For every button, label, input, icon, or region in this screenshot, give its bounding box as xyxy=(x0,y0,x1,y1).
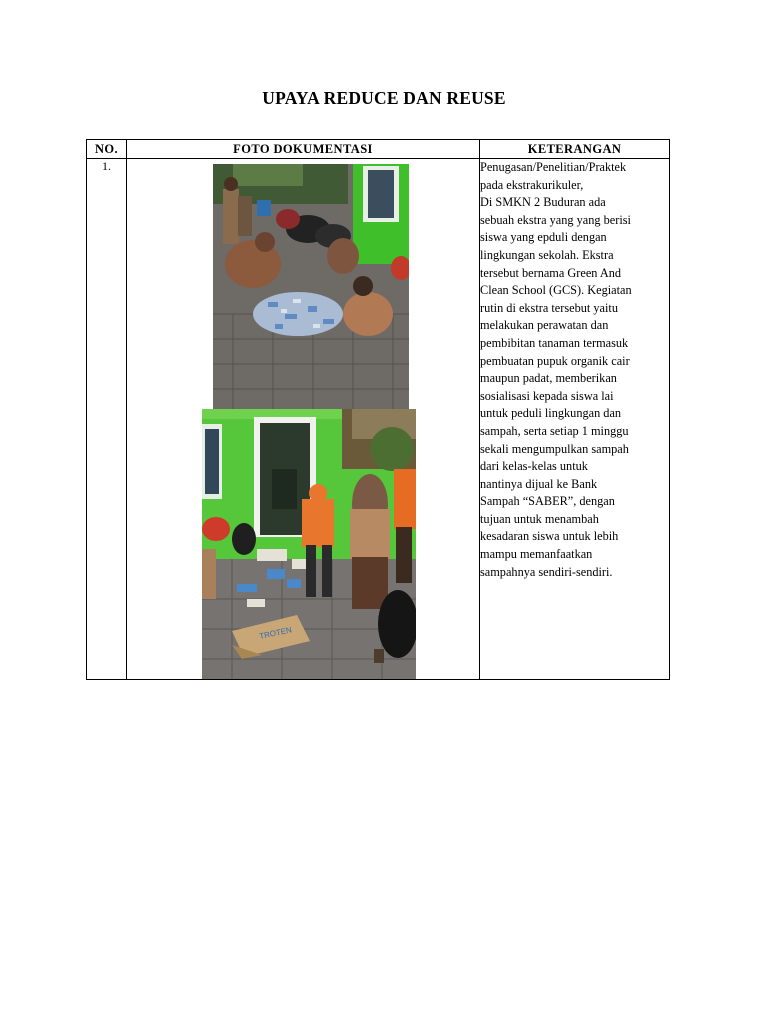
keterangan-line: melakukan perawatan dan xyxy=(480,318,609,333)
table-row xyxy=(87,159,670,680)
header-foto-dokumentasi: FOTO DOKUMENTASI xyxy=(127,140,480,159)
header-keterangan: KETERANGAN xyxy=(480,140,670,159)
keterangan-line: pada ekstrakurikuler, xyxy=(480,177,584,192)
cardboard-print: TROTEN xyxy=(258,625,293,641)
header-no: NO. xyxy=(87,140,127,159)
keterangan-line: Penugasan/Penelitian/Praktek xyxy=(480,160,627,174)
photo-collecting-cardboard xyxy=(202,409,416,679)
table-header-row xyxy=(87,140,670,159)
keterangan-line: pembibitan tanaman termasuk xyxy=(480,335,629,350)
photo-cell xyxy=(127,159,480,680)
keterangan-line: sampahnya sendiri-sendiri. xyxy=(480,564,613,579)
documentation-table xyxy=(86,139,670,680)
keterangan-line: kesadaran siswa untuk lebih xyxy=(480,529,619,544)
keterangan-line: rutin di ekstra tersebut yaitu xyxy=(480,300,618,315)
keterangan-line: siswa yang epduli dengan xyxy=(480,230,607,245)
keterangan-line: Sampah “SABER”, dengan xyxy=(480,494,615,509)
keterangan-line: sebuah ekstra yang yang berisi xyxy=(480,212,631,227)
photo-sorting-plastic-waste xyxy=(213,164,409,410)
keterangan-line: Di SMKN 2 Buduran ada xyxy=(480,195,606,210)
keterangan-line: sampah, serta setiap 1 minggu xyxy=(480,423,629,438)
keterangan-line: sekali mengumpulkan sampah xyxy=(480,441,629,456)
keterangan-line: mampu memanfaatkan xyxy=(480,547,593,562)
keterangan-line: dari kelas-kelas untuk xyxy=(480,459,588,474)
page-title: UPAYA REDUCE DAN REUSE xyxy=(262,88,506,108)
keterangan-line: pembuatan pupuk organik cair xyxy=(480,353,630,368)
keterangan-line: tujuan untuk menambah xyxy=(480,511,599,526)
keterangan-line: untuk peduli lingkungan dan xyxy=(480,406,622,421)
keterangan-line: lingkungan sekolah. Ekstra xyxy=(480,247,614,262)
keterangan-cell xyxy=(480,159,670,680)
row-number: 1. xyxy=(87,159,127,680)
keterangan-line: sosialisasi kepada siswa lai xyxy=(480,388,614,403)
keterangan-line: Clean School (GCS). Kegiatan xyxy=(480,283,632,298)
keterangan-line: nantinya dijual ke Bank xyxy=(480,476,598,491)
keterangan-line: tersebut bernama Green And xyxy=(480,265,622,280)
keterangan-line: maupun padat, memberikan xyxy=(480,371,617,386)
